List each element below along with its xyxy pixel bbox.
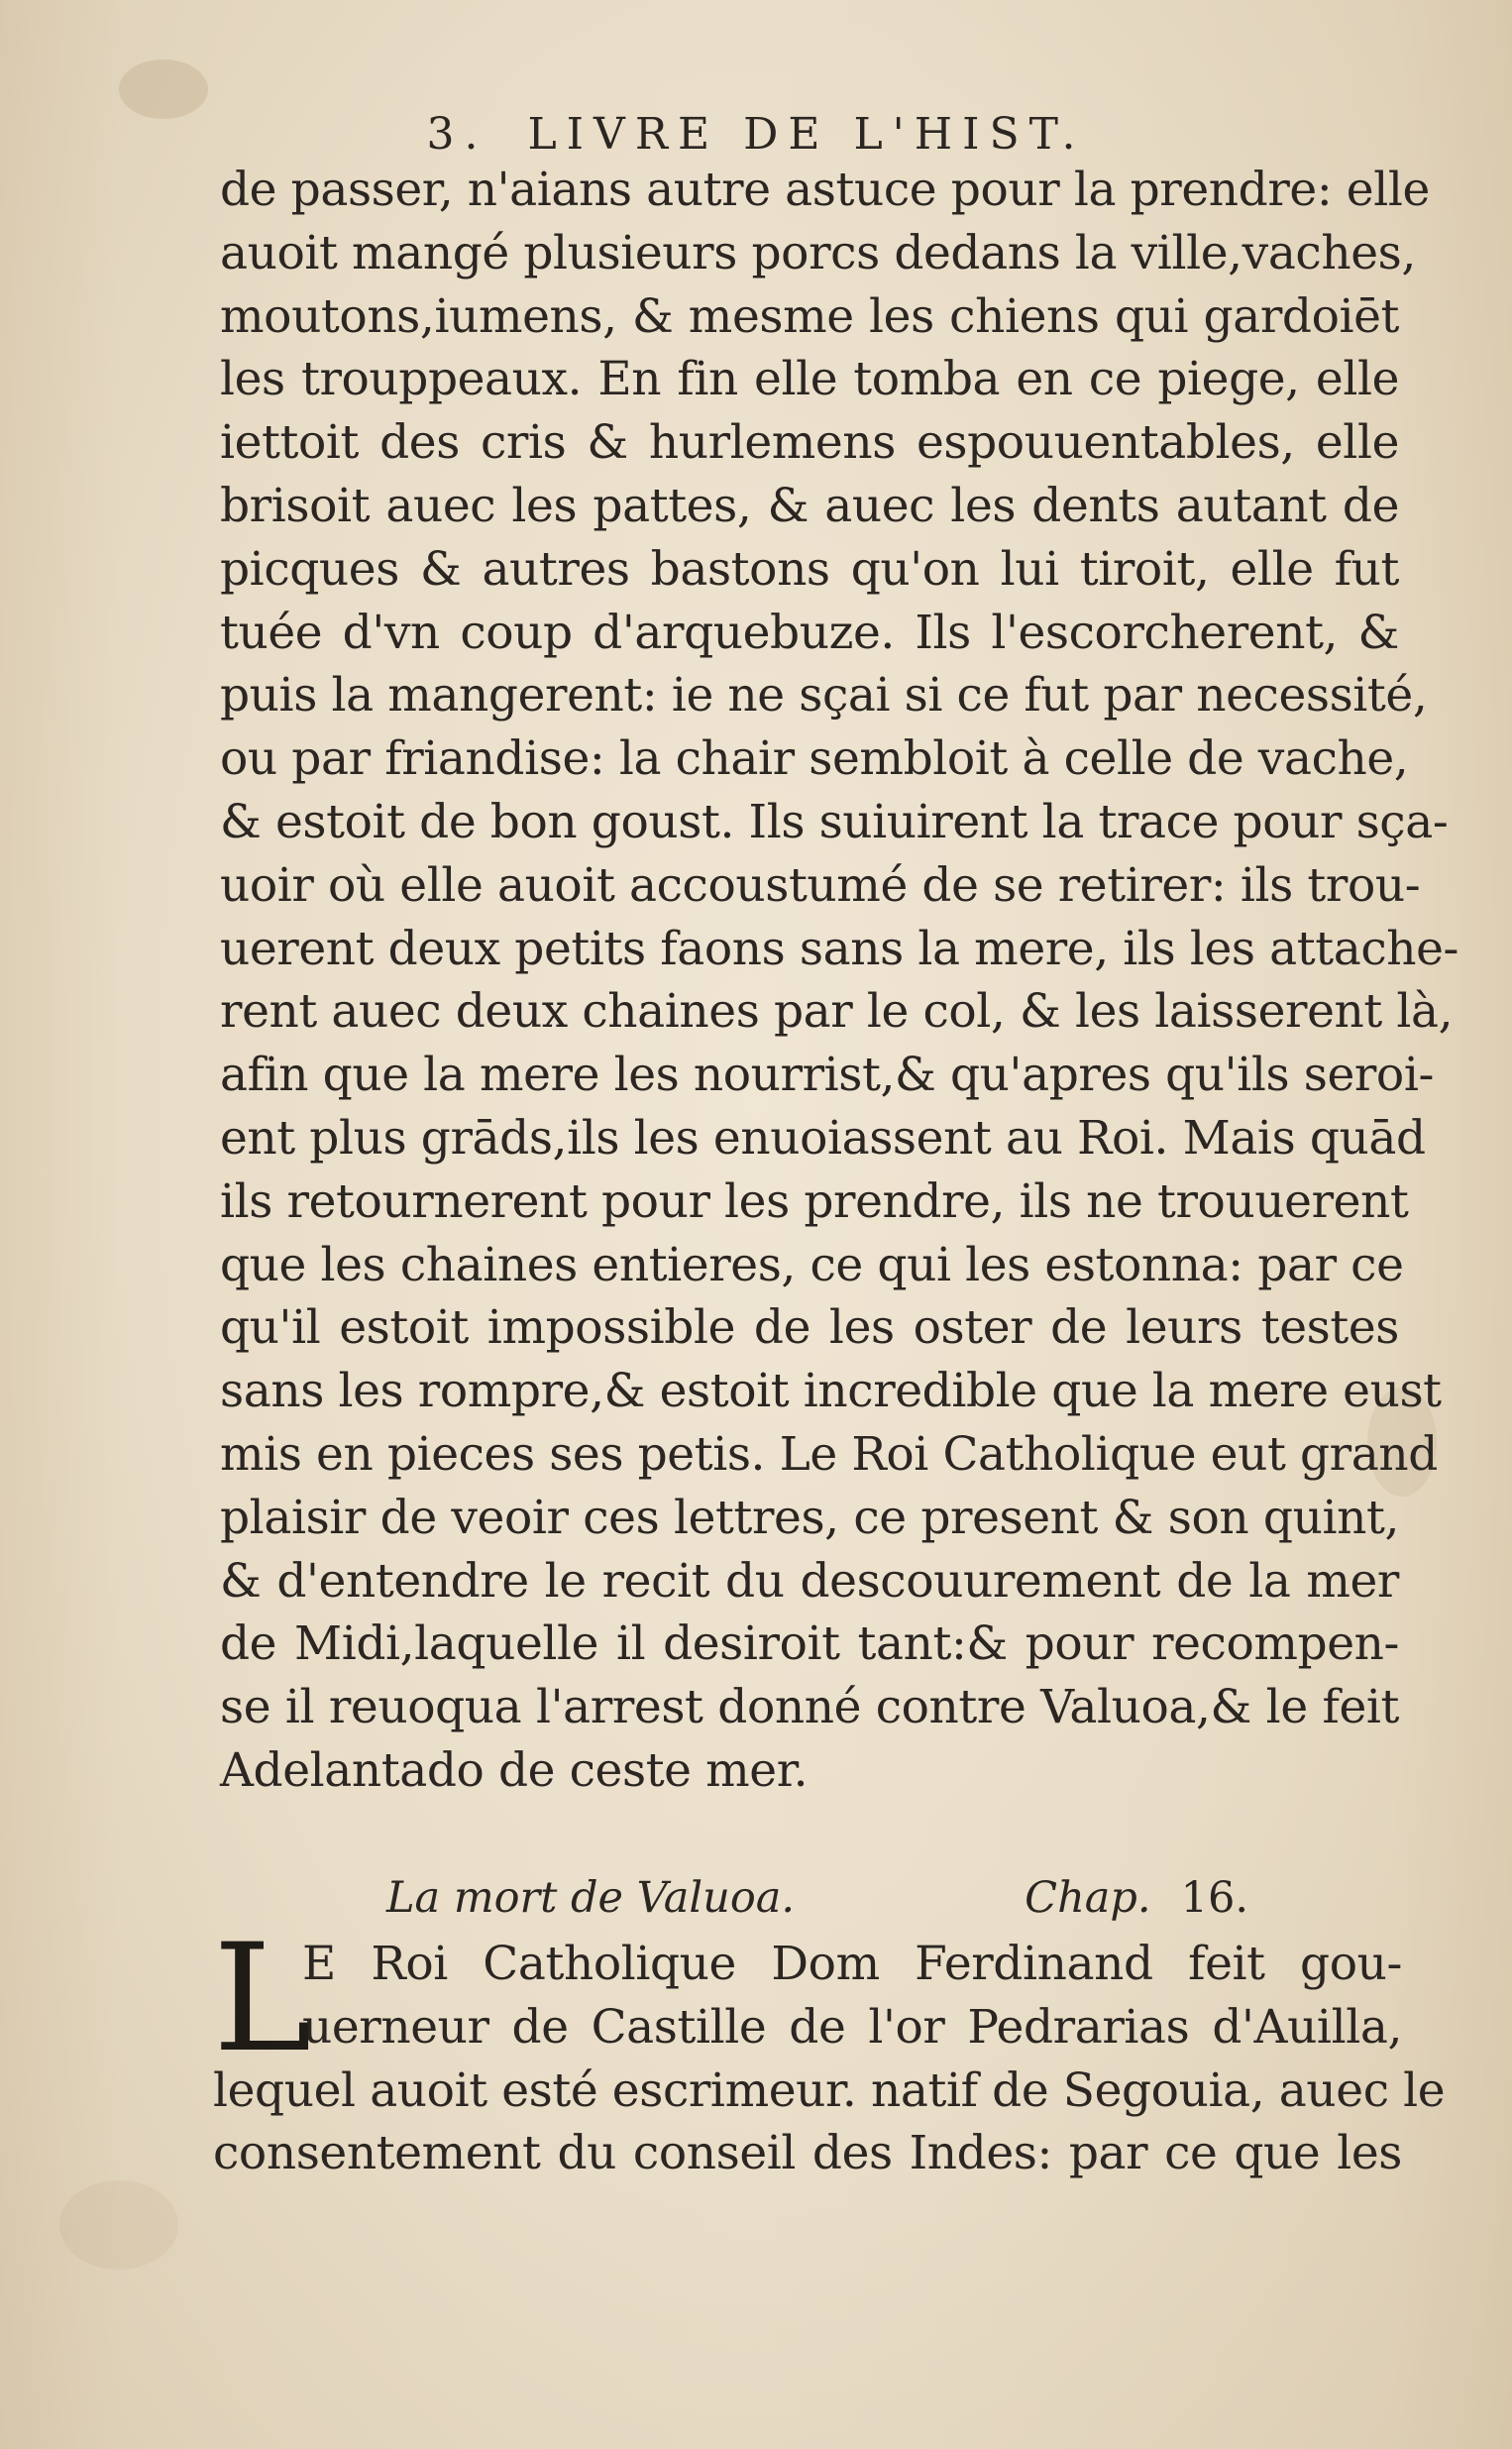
text-line: les trouppeaux. En fin elle tomba en ce piege, elle	[220, 352, 1399, 407]
text-line: uerent deux petits faons sans la mere, ils les attache-	[220, 921, 1459, 976]
text-line: tuée d'vn coup d'arquebuze. Ils l'escorcherent, &	[220, 605, 1399, 660]
chapter-number-value: 16.	[1180, 1873, 1248, 1923]
text-line: qu'il estoit impossible de les oster de leurs testes	[220, 1300, 1399, 1356]
drop-cap-letter: L	[213, 1913, 312, 2085]
text-line: rent auec deux chaines par le col, & les laisserent là,	[220, 984, 1454, 1040]
text-line: se il reuoqua l'arrest donné contre Valuoa,& le feit	[220, 1680, 1399, 1735]
running-header	[0, 109, 1512, 160]
text-line: plaisir de veoir ces lettres, ce present & son quint,	[220, 1490, 1399, 1545]
text-line: lequel auoit esté escrimeur. natif de Segouia, auec le	[213, 2062, 1446, 2118]
running-head-title: LIVRE DE L'HIST.	[527, 109, 1086, 160]
page-number: 3.	[426, 109, 488, 160]
chapter-number	[1025, 1873, 1248, 1923]
text-line: de Midi,laquelle il desiroit tant:& pour recompen-	[220, 1616, 1399, 1672]
text-line: uoir où elle auoit accoustumé de se retirer: ils trou-	[220, 857, 1421, 913]
text-line: ent plus grāds,ils les enuoiassent au Roi. Mais quād	[220, 1110, 1426, 1166]
text-line: afin que la mere les nourrist,& qu'apres qu'ils seroi-	[220, 1048, 1434, 1103]
text-line: Adelantado de ceste mer.	[220, 1742, 809, 1798]
text-line: ils retournerent pour les prendre, ils ne trouuerent	[220, 1173, 1409, 1229]
text-line: moutons,iumens, & mesme les chiens qui gardoiēt	[220, 288, 1399, 344]
paragraph-chapter-16	[213, 1913, 1446, 2185]
text-line: picques & autres bastons qu'on lui tiroit, elle fut	[220, 541, 1399, 597]
text-line: & d'entendre le recit du descouurement de la mer	[220, 1553, 1399, 1609]
text-line: mis en pieces ses petis. Le Roi Catholique eut grand	[220, 1426, 1438, 1482]
chapter-title: La mort de Valuoa.	[386, 1873, 796, 1923]
paragraph-continued	[220, 159, 1459, 1803]
text-line: sans les rompre,& estoit incredible que la mere eust	[220, 1364, 1442, 1419]
text-line: iettoit des cris & hurlemens espouuentables, elle	[220, 415, 1399, 471]
text-line: brisoit auec les pattes, & auec les dents autant de	[220, 478, 1399, 533]
text-line: uerneur de Castille de l'or Pedrarias d'Auilla,	[302, 1999, 1402, 2055]
paper-stain	[59, 2180, 178, 2270]
text-line: de passer, n'aians autre astuce pour la prendre: elle	[220, 163, 1430, 217]
text-line: puis la mangerent: ie ne sçai si ce fut par necessité,	[220, 668, 1428, 724]
text-line: ou par friandise: la chair sembloit à celle de vache,	[220, 731, 1409, 787]
text-line: auoit mangé plusieurs porcs dedans la ville,vaches,	[220, 225, 1416, 280]
text-line: consentement du conseil des Indes: par ce que les	[213, 2126, 1402, 2181]
text-line: & estoit de bon goust. Ils suiuirent la trace pour sça-	[220, 794, 1449, 849]
chapter-heading	[386, 1873, 1248, 1923]
text-line: que les chaines entieres, ce qui les estonna: par ce	[220, 1237, 1404, 1292]
text-line: E Roi Catholique Dom Ferdinand feit gou-	[302, 1937, 1402, 1991]
chapter-label: Chap.	[1025, 1873, 1151, 1923]
